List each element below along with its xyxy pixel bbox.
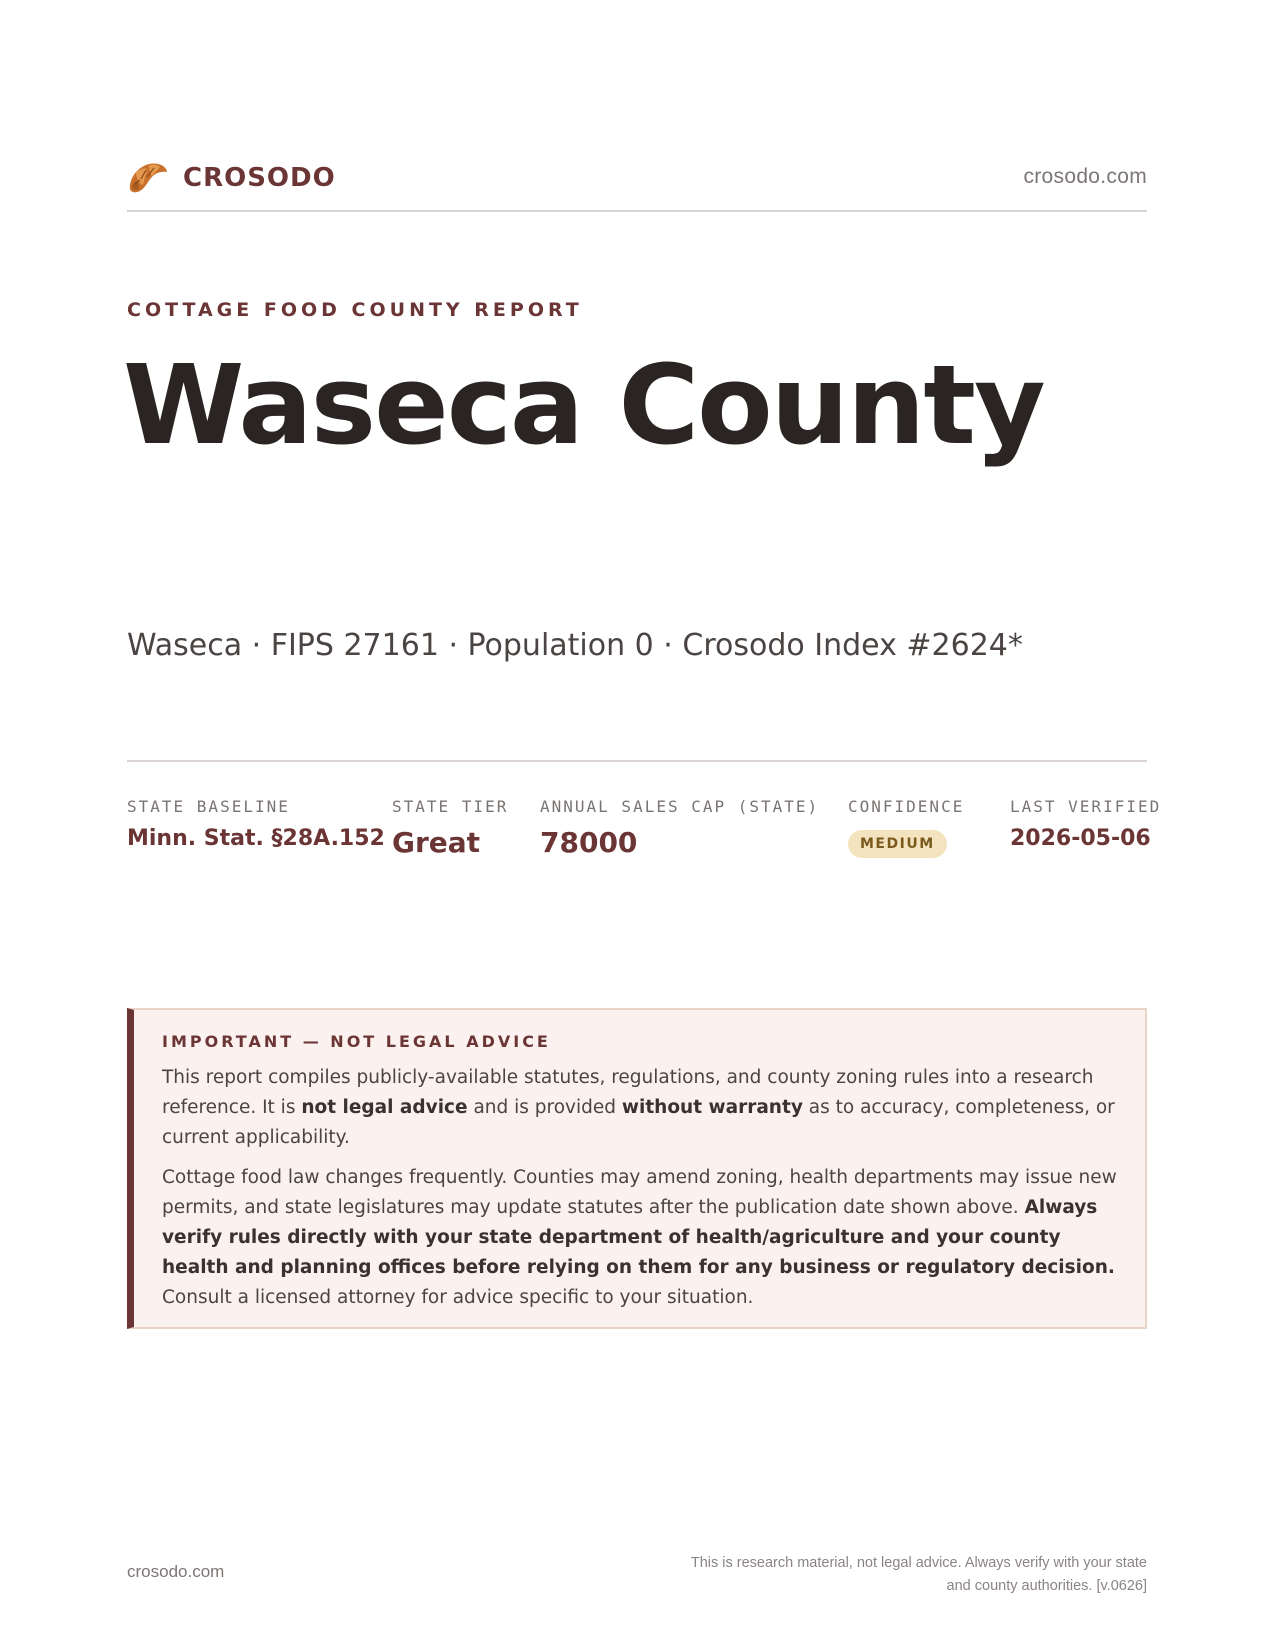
fact-label: STATE BASELINE <box>127 797 290 816</box>
site-url-link[interactable]: crosodo.com <box>1023 165 1147 188</box>
fact-state-tier <box>392 797 508 859</box>
notice-paragraph-2 <box>162 1163 1119 1313</box>
brand-name: CROSODO <box>183 163 336 193</box>
facts-row <box>127 797 1162 877</box>
confidence-badge: MEDIUM <box>848 830 947 858</box>
fact-label: LAST VERIFIED <box>1010 797 1162 816</box>
page-title: Waseca County <box>123 341 1044 469</box>
croissant-icon <box>127 159 169 197</box>
footer-site-url[interactable]: crosodo.com <box>127 1562 225 1581</box>
notice-emphasis: not legal advice <box>301 1097 468 1118</box>
fact-value: Great <box>392 826 481 859</box>
fact-value: 78000 <box>540 826 638 859</box>
fact-value: 2026-05-06 <box>1010 826 1151 851</box>
brand[interactable] <box>127 159 336 197</box>
notice-emphasis: Always verify rules directly with your state department of health/agriculture and your county health and planning offices before relying on them for any business or regulatory decision. <box>162 1197 1115 1278</box>
section-divider <box>127 760 1147 762</box>
fact-value: Minn. Stat. §28A.152 <box>127 826 385 851</box>
fact-confidence <box>848 797 964 858</box>
top-header <box>127 155 1147 212</box>
notice-text: Cottage food law changes frequently. Counties may amend zoning, health departments may issue new permits, and state legislatures may update statutes after the publication date shown above. <box>162 1167 1117 1218</box>
legal-notice <box>127 1008 1147 1329</box>
footer-disclaimer-line: This is research material, not legal advice. Always verify with your state <box>690 1555 1147 1571</box>
footer-disclaimer <box>627 1552 1147 1598</box>
notice-text: Consult a licensed attorney for advice specific to your situation. <box>162 1287 754 1308</box>
fact-sales-cap <box>540 797 819 859</box>
report-eyebrow: COTTAGE FOOD COUNTY REPORT <box>127 299 583 321</box>
notice-text: and is provided <box>467 1097 622 1118</box>
notice-text: as to accuracy, completeness, or current applicability. <box>162 1097 1115 1148</box>
notice-title: IMPORTANT — NOT LEGAL ADVICE <box>162 1032 551 1051</box>
notice-paragraph-1 <box>162 1063 1119 1153</box>
county-meta-line: Waseca · FIPS 27161 · Population 0 · Crosodo Index #2624* <box>127 628 1023 663</box>
fact-last-verified <box>1010 797 1161 851</box>
fact-state-baseline <box>127 797 385 851</box>
notice-emphasis: without warranty <box>621 1097 803 1118</box>
fact-label: CONFIDENCE <box>848 797 965 816</box>
report-page <box>123 0 1162 1650</box>
fact-label: ANNUAL SALES CAP (STATE) <box>540 797 820 816</box>
footer-disclaimer-line: and county authorities. [v.0626] <box>946 1578 1147 1594</box>
fact-label: STATE TIER <box>392 797 509 816</box>
notice-text: This report compiles publicly-available statutes, regulations, and county zoning rules into a research reference. It is <box>162 1067 1094 1118</box>
